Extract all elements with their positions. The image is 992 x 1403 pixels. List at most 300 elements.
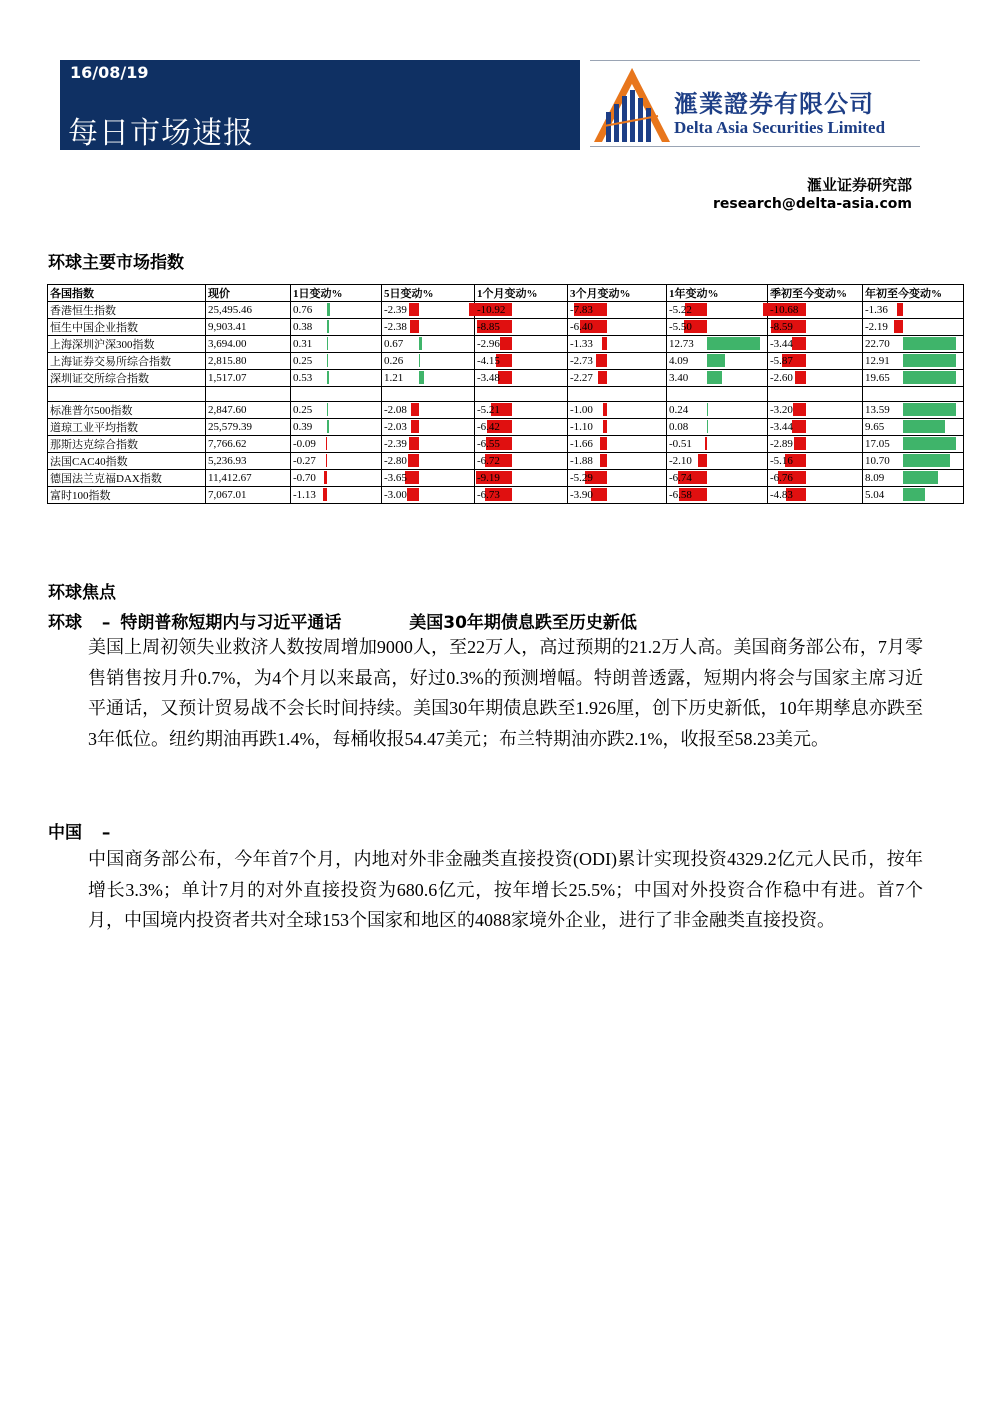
cell-value: 9,903.41 <box>208 321 247 333</box>
cell-value: -2.19 <box>865 321 888 333</box>
table-cell <box>768 353 863 370</box>
table-header-cell <box>206 285 291 302</box>
cell-value: 8.09 <box>865 472 885 484</box>
table-cell <box>568 419 667 436</box>
header-banner <box>60 60 580 150</box>
logo-top-rule <box>590 60 920 61</box>
table-cell <box>206 487 291 504</box>
cell-value: 深圳证交所综合指数 <box>50 373 149 385</box>
table-header-row <box>48 285 964 302</box>
negative-bar <box>602 337 608 350</box>
table-cell <box>667 487 768 504</box>
cell-value: -1.66 <box>570 438 593 450</box>
table-row <box>48 302 964 319</box>
cell-value: -3.90 <box>570 489 593 501</box>
positive-bar <box>707 420 708 433</box>
cell-value: -6.76 <box>770 472 793 484</box>
table-cell <box>768 302 863 319</box>
table-cell <box>206 470 291 487</box>
cell-value: -1.33 <box>570 338 593 350</box>
cell-value: -5.50 <box>669 321 692 333</box>
table-row <box>48 436 964 453</box>
table-cell <box>382 419 475 436</box>
negative-bar <box>326 437 327 450</box>
table-cell <box>206 402 291 419</box>
cell-value: 3个月变动% <box>570 288 631 300</box>
positive-bar <box>707 371 722 384</box>
table-cell <box>863 353 964 370</box>
table-cell <box>667 470 768 487</box>
cell-value: 1年变动% <box>669 288 719 300</box>
cell-value: 0.53 <box>293 372 313 384</box>
table-cell <box>48 419 206 436</box>
cell-value: 那斯达克综合指数 <box>50 439 138 451</box>
cell-value: 0.26 <box>384 355 404 367</box>
cell-value: -2.96 <box>477 338 500 350</box>
cell-value: -3.65 <box>384 472 407 484</box>
negative-bar <box>603 403 607 416</box>
cell-value: -2.73 <box>570 355 593 367</box>
cell-value: -7.83 <box>570 304 593 316</box>
positive-bar <box>707 337 760 350</box>
table-cell <box>568 470 667 487</box>
cell-value: -2.39 <box>384 304 407 316</box>
cell-value: -2.38 <box>384 321 407 333</box>
table-cell <box>206 387 291 402</box>
positive-bar <box>903 337 956 350</box>
table-cell <box>768 419 863 436</box>
negative-bar <box>600 454 608 467</box>
cell-value: 现价 <box>208 288 230 300</box>
cell-value: -5.21 <box>477 404 500 416</box>
table-cell <box>48 402 206 419</box>
negative-bar <box>596 354 608 367</box>
negative-bar <box>598 371 608 384</box>
table-cell <box>475 370 568 387</box>
negative-bar <box>498 371 512 384</box>
cell-value: 季初至今变动% <box>770 288 847 300</box>
cell-value: 19.65 <box>865 372 890 384</box>
cell-value: -8.85 <box>477 321 500 333</box>
table-row <box>48 453 964 470</box>
table-cell <box>382 402 475 419</box>
negative-bar <box>323 488 327 501</box>
positive-bar <box>419 337 422 350</box>
table-cell <box>206 353 291 370</box>
cell-value: 11,412.67 <box>208 472 252 484</box>
cell-value: -0.70 <box>293 472 316 484</box>
negative-bar <box>324 471 327 484</box>
negative-bar <box>792 337 806 350</box>
china-headline <box>48 818 110 843</box>
table-cell <box>48 387 206 402</box>
table-header-cell <box>48 285 206 302</box>
cell-value: -1.13 <box>293 489 316 501</box>
table-cell <box>568 336 667 353</box>
cell-value: -1.88 <box>570 455 593 467</box>
table-header-cell <box>768 285 863 302</box>
cell-value: 0.08 <box>669 421 689 433</box>
table-cell <box>768 470 863 487</box>
cell-value: 2,847.60 <box>208 404 247 416</box>
cell-value: -1.00 <box>570 404 593 416</box>
table-cell <box>48 336 206 353</box>
cell-value: -2.39 <box>384 438 407 450</box>
global-dash: – <box>101 613 111 633</box>
table-cell <box>291 402 382 419</box>
table-cell <box>475 402 568 419</box>
china-paragraph: 中国商务部公布，今年首7个月，内地对外非金融类直接投资(ODI)累计实现投资4329.2亿元人民币，按年增长3.3%；单计7月的对外直接投资为680.6亿元，按年增长25.5%；中国对外投资合作稳中有进。首7个月，中国境内投资者共对全球153个国家和地区的4088家境外企业，进行了非金融类直接投资。 <box>88 849 923 930</box>
cell-value: 1,517.07 <box>208 372 247 384</box>
table-row <box>48 387 964 402</box>
cell-value: 0.25 <box>293 355 313 367</box>
global-label: 环球 <box>48 613 82 633</box>
negative-bar <box>407 488 419 501</box>
positive-bar <box>903 371 956 384</box>
cell-value: 25,495.46 <box>208 304 252 316</box>
table-row <box>48 336 964 353</box>
global-headline-1: 特朗普称短期内与习近平通话 <box>120 613 342 633</box>
negative-bar <box>795 371 806 384</box>
negative-bar <box>794 437 806 450</box>
table-cell <box>475 353 568 370</box>
cell-value: 道琼工业平均指数 <box>50 422 138 434</box>
table-cell <box>568 453 667 470</box>
table-cell <box>206 436 291 453</box>
cell-value: -0.51 <box>669 438 692 450</box>
table-cell <box>768 336 863 353</box>
table-cell <box>291 419 382 436</box>
negative-bar <box>603 420 608 433</box>
table-cell <box>475 470 568 487</box>
market-index-table <box>47 284 964 504</box>
cell-value: -3.48 <box>477 372 500 384</box>
cell-value: 5,236.93 <box>208 455 247 467</box>
market-section-title: 环球主要市场指数 <box>48 253 184 273</box>
table-cell <box>768 370 863 387</box>
cell-value: -9.19 <box>477 472 500 484</box>
table-cell <box>667 453 768 470</box>
table-cell <box>667 319 768 336</box>
table-cell <box>48 370 206 387</box>
table-cell <box>291 470 382 487</box>
table-cell <box>863 453 964 470</box>
table-row <box>48 419 964 436</box>
table-row <box>48 487 964 504</box>
cell-value: -6.72 <box>477 455 500 467</box>
cell-value: -5.16 <box>770 455 793 467</box>
table-cell <box>206 336 291 353</box>
positive-bar <box>327 303 330 316</box>
table-cell <box>206 319 291 336</box>
table-row <box>48 470 964 487</box>
table-cell <box>291 302 382 319</box>
table-row <box>48 402 964 419</box>
table-cell <box>291 487 382 504</box>
table-cell <box>568 302 667 319</box>
table-cell <box>475 387 568 402</box>
cell-value: -2.80 <box>384 455 407 467</box>
cell-value: 1个月变动% <box>477 288 538 300</box>
table-cell <box>291 336 382 353</box>
cell-value: 0.24 <box>669 404 689 416</box>
cell-value: -6.40 <box>570 321 593 333</box>
table-cell <box>863 487 964 504</box>
cell-value: 13.59 <box>865 404 890 416</box>
cell-value: 0.67 <box>384 338 404 350</box>
cell-value: 标准普尔500指数 <box>50 405 133 417</box>
negative-bar <box>326 454 327 467</box>
table-cell <box>382 387 475 402</box>
negative-bar <box>698 454 707 467</box>
table-cell <box>863 470 964 487</box>
table-cell <box>291 319 382 336</box>
positive-bar <box>903 437 956 450</box>
table-cell <box>48 436 206 453</box>
table-cell <box>667 419 768 436</box>
cell-value: -10.92 <box>477 304 506 316</box>
report-title: 每日市场速报 <box>68 116 254 151</box>
negative-bar <box>600 437 607 450</box>
table-cell <box>768 402 863 419</box>
cell-value: 年初至今变动% <box>865 288 942 300</box>
cell-value: -10.68 <box>770 304 799 316</box>
negative-bar <box>793 403 806 416</box>
table-cell <box>48 353 206 370</box>
table-cell <box>382 353 475 370</box>
cell-value: 1日变动% <box>293 288 343 300</box>
negative-bar <box>409 437 418 450</box>
table-cell <box>863 387 964 402</box>
table-cell <box>382 336 475 353</box>
table-cell <box>48 302 206 319</box>
table-cell <box>48 470 206 487</box>
table-cell <box>863 336 964 353</box>
table-header-cell <box>667 285 768 302</box>
table-cell <box>48 487 206 504</box>
table-cell <box>768 436 863 453</box>
table-header-cell <box>382 285 475 302</box>
cell-value: -5.22 <box>669 304 692 316</box>
table-cell <box>667 436 768 453</box>
cell-value: 上海证券交易所综合指数 <box>50 356 171 368</box>
cell-value: 3.40 <box>669 372 689 384</box>
company-name-en: Delta Asia Securities Limited <box>674 118 886 137</box>
positive-bar <box>903 354 956 367</box>
china-dash: – <box>101 823 111 843</box>
cell-value: 10.70 <box>865 455 890 467</box>
positive-bar <box>903 454 949 467</box>
cell-value: -3.00 <box>384 489 407 501</box>
negative-bar <box>410 320 419 333</box>
table-header-cell <box>291 285 382 302</box>
table-cell <box>568 319 667 336</box>
company-logo <box>590 60 920 148</box>
table-cell <box>568 487 667 504</box>
cell-value: 0.39 <box>293 421 313 433</box>
cell-value: -2.03 <box>384 421 407 433</box>
contact-email[interactable]: research@delta-asia.com <box>713 196 912 212</box>
table-cell <box>48 319 206 336</box>
cell-value: 25,579.39 <box>208 421 252 433</box>
cell-value: -6.42 <box>477 421 500 433</box>
negative-bar <box>411 403 419 416</box>
positive-bar <box>903 403 956 416</box>
cell-value: 德国法兰克福DAX指数 <box>50 473 162 485</box>
table-cell <box>48 453 206 470</box>
cell-value: 5日变动% <box>384 288 434 300</box>
table-cell <box>206 453 291 470</box>
global-paragraph: 美国上周初领失业救济人数按周增加9000人，至22万人，高过预期的21.2万人高。美国商务部公布，7月零售销售按月升0.7%，为4个月以来最高，好过0.3%的预测增幅。特朗普透露，短期内将会与国家主席习近平通话，又预计贸易战不会长时间持续。美国30年期债息跌至1.926厘，创下历史新低，10年期孳息亦跌至3年低位。纽约期油再跌1.4%，每桶收报54.47美元；布兰特期油亦跌2.1%，收报至58.23美元。 <box>88 637 923 749</box>
table-cell <box>667 353 768 370</box>
cell-value: 恒生中国企业指数 <box>50 322 138 334</box>
positive-bar <box>707 354 725 367</box>
cell-value: 12.73 <box>669 338 694 350</box>
negative-bar <box>894 320 903 333</box>
positive-bar <box>327 420 329 433</box>
cell-value: 5.04 <box>865 489 885 501</box>
cell-value: 法国CAC40指数 <box>50 456 128 468</box>
cell-value: 0.76 <box>293 304 313 316</box>
table-cell <box>568 370 667 387</box>
table-cell <box>768 387 863 402</box>
positive-bar <box>327 337 328 350</box>
cell-value: 7,766.62 <box>208 438 247 450</box>
cell-value: -4.83 <box>770 489 793 501</box>
table-cell <box>475 319 568 336</box>
cell-value: -6.58 <box>669 489 692 501</box>
table-cell <box>291 453 382 470</box>
cell-value: -4.15 <box>477 355 500 367</box>
global-headline <box>48 608 637 633</box>
cell-value: -2.27 <box>570 372 593 384</box>
cell-value: 22.70 <box>865 338 890 350</box>
negative-bar <box>411 420 419 433</box>
table-cell <box>475 419 568 436</box>
table-cell <box>863 436 964 453</box>
table-cell <box>382 487 475 504</box>
positive-bar <box>903 471 938 484</box>
research-dept: 滙业证券研究部 <box>806 176 912 194</box>
negative-bar <box>897 303 903 316</box>
table-cell <box>667 402 768 419</box>
table-cell <box>206 302 291 319</box>
cell-value: -3.44 <box>770 421 793 433</box>
table-cell <box>291 387 382 402</box>
cell-value: -2.60 <box>770 372 793 384</box>
table-cell <box>863 402 964 419</box>
positive-bar <box>327 371 329 384</box>
cell-value: 各国指数 <box>50 288 94 300</box>
table-cell <box>206 419 291 436</box>
negative-bar <box>500 337 512 350</box>
table-cell <box>667 336 768 353</box>
table-cell <box>291 436 382 453</box>
cell-value: 1.21 <box>384 372 404 384</box>
cell-value: 4.09 <box>669 355 689 367</box>
cell-value: 2,815.80 <box>208 355 247 367</box>
cell-value: 7,067.01 <box>208 489 247 501</box>
global-headline-2: 美国30年期债息跌至历史新低 <box>409 613 637 633</box>
table-cell <box>768 487 863 504</box>
table-cell <box>382 302 475 319</box>
table-cell <box>568 402 667 419</box>
negative-bar <box>705 437 707 450</box>
cell-value: -5.87 <box>770 355 793 367</box>
negative-bar <box>792 420 806 433</box>
positive-bar <box>903 488 925 501</box>
table-cell <box>667 370 768 387</box>
cell-value: -6.73 <box>477 489 500 501</box>
cell-value: -5.29 <box>570 472 593 484</box>
cell-value: 0.31 <box>293 338 313 350</box>
table-cell <box>768 453 863 470</box>
positive-bar <box>327 403 328 416</box>
cell-value: -0.27 <box>293 455 316 467</box>
table-row <box>48 370 964 387</box>
cell-value: -3.20 <box>770 404 793 416</box>
table-cell <box>206 370 291 387</box>
table-header-cell <box>863 285 964 302</box>
negative-bar <box>409 303 418 316</box>
cell-value: -2.10 <box>669 455 692 467</box>
positive-bar <box>707 403 708 416</box>
table-row <box>48 319 964 336</box>
table-cell <box>475 302 568 319</box>
cell-value: 上海深圳沪深300指数 <box>50 339 155 351</box>
cell-value: 9.65 <box>865 421 885 433</box>
cell-value: -2.08 <box>384 404 407 416</box>
logo-bottom-rule <box>590 146 920 147</box>
table-cell <box>768 319 863 336</box>
negative-bar <box>408 454 419 467</box>
cell-value: -6.74 <box>669 472 692 484</box>
table-cell <box>382 470 475 487</box>
table-cell <box>863 370 964 387</box>
table-cell <box>863 319 964 336</box>
table-cell <box>291 370 382 387</box>
table-cell <box>863 419 964 436</box>
table-cell <box>863 302 964 319</box>
table-cell <box>475 487 568 504</box>
focus-section-title: 环球焦点 <box>48 583 116 603</box>
positive-bar <box>419 354 420 367</box>
cell-value: -0.09 <box>293 438 316 450</box>
company-name-cn: 滙業證券有限公司 <box>674 89 874 118</box>
table-cell <box>382 319 475 336</box>
positive-bar <box>327 320 328 333</box>
cell-value: -3.44 <box>770 338 793 350</box>
cell-value: -8.59 <box>770 321 793 333</box>
delta-logo-icon <box>592 66 672 144</box>
table-cell <box>475 453 568 470</box>
china-label: 中国 <box>48 823 82 843</box>
table-cell <box>667 302 768 319</box>
table-cell <box>382 436 475 453</box>
positive-bar <box>327 354 328 367</box>
report-date: 16/08/19 <box>70 63 149 82</box>
table-cell <box>475 336 568 353</box>
cell-value: 12.91 <box>865 355 890 367</box>
table-cell <box>382 370 475 387</box>
table-cell <box>568 387 667 402</box>
cell-value: -2.89 <box>770 438 793 450</box>
cell-value: -6.55 <box>477 438 500 450</box>
cell-value: -1.10 <box>570 421 593 433</box>
table-cell <box>667 387 768 402</box>
positive-bar <box>419 371 424 384</box>
table-header-cell <box>475 285 568 302</box>
